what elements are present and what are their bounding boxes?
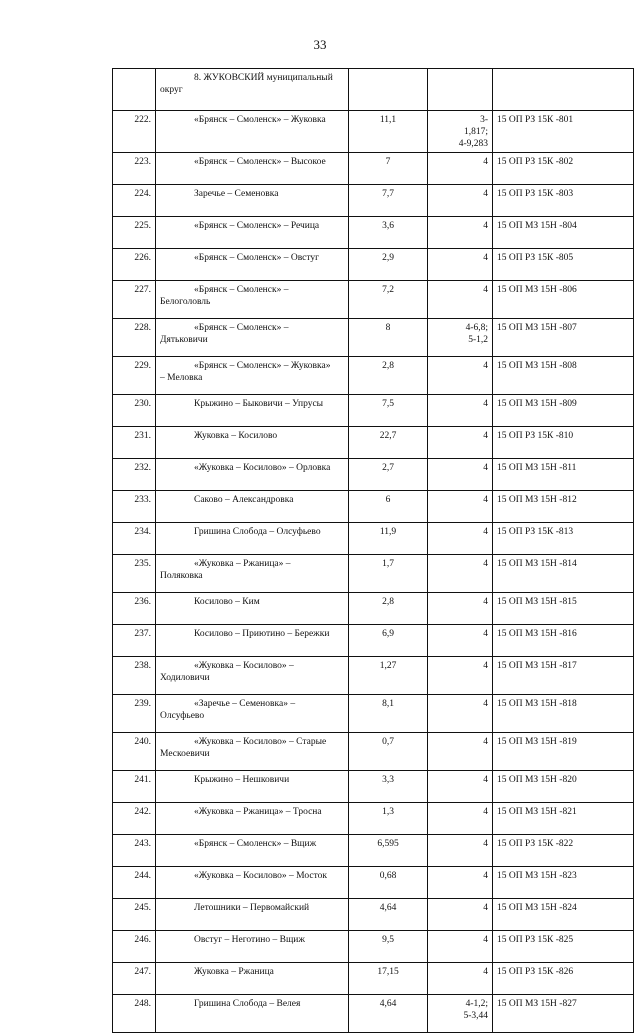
road-category-line: 4 bbox=[483, 463, 488, 473]
road-category-line: 4 bbox=[483, 807, 488, 817]
table-row bbox=[113, 185, 634, 217]
table-row bbox=[113, 111, 634, 153]
road-code-cell: 15 ОП МЗ 15Н -806 bbox=[493, 281, 634, 319]
road-category-line: 4 bbox=[483, 871, 488, 881]
road-category-line: 1,817; bbox=[463, 127, 488, 137]
row-number-cell: 243. bbox=[113, 835, 156, 867]
road-name-line-text: «Жуковка – Косилово» – Мосток bbox=[194, 871, 327, 881]
road-name-cell bbox=[156, 111, 349, 153]
road-name-cell bbox=[156, 867, 349, 899]
road-category-cell bbox=[428, 995, 493, 1033]
row-number-cell: 232. bbox=[113, 459, 156, 491]
road-code-cell: 15 ОП МЗ 15Н -807 bbox=[493, 319, 634, 357]
road-category-line: 3- bbox=[480, 115, 488, 125]
road-code-cell: 15 ОП РЗ 15К -805 bbox=[493, 249, 634, 281]
section-header-cell bbox=[156, 69, 349, 111]
road-category-line: 4 bbox=[483, 737, 488, 747]
table-row bbox=[113, 995, 634, 1033]
road-length-cell: 0,68 bbox=[349, 867, 428, 899]
road-category-line: 4-1,2; bbox=[465, 999, 488, 1009]
road-name-cell bbox=[156, 357, 349, 395]
road-name-line bbox=[160, 966, 344, 978]
road-code-cell: 15 ОП РЗ 15К -813 bbox=[493, 523, 634, 555]
road-name-cell bbox=[156, 625, 349, 657]
road-category-cell bbox=[428, 771, 493, 803]
road-category-cell bbox=[428, 867, 493, 899]
table-row bbox=[113, 593, 634, 625]
table-row bbox=[113, 803, 634, 835]
road-category-cell bbox=[428, 153, 493, 185]
road-length-cell: 7,2 bbox=[349, 281, 428, 319]
road-name-line bbox=[160, 430, 344, 442]
road-length-cell: 6,9 bbox=[349, 625, 428, 657]
road-category-line: 5-1,2 bbox=[468, 335, 488, 345]
road-name-line: Мескоевичи bbox=[160, 749, 210, 759]
road-length-cell: 0,7 bbox=[349, 733, 428, 771]
road-category-cell bbox=[428, 395, 493, 427]
row-number-cell: 238. bbox=[113, 657, 156, 695]
road-name-line bbox=[160, 902, 344, 914]
road-length-cell: 8 bbox=[349, 319, 428, 357]
road-name-line bbox=[160, 774, 344, 786]
road-name-line: Белоголовль bbox=[160, 297, 211, 307]
section-header-row bbox=[113, 69, 634, 111]
table-row bbox=[113, 899, 634, 931]
road-length-cell: 17,15 bbox=[349, 963, 428, 995]
road-category-cell bbox=[428, 281, 493, 319]
road-code-cell: 15 ОП МЗ 15Н -823 bbox=[493, 867, 634, 899]
road-name-line-text: Крыжино – Нешковичи bbox=[194, 775, 290, 785]
road-length-cell: 3,6 bbox=[349, 217, 428, 249]
table-row bbox=[113, 491, 634, 523]
row-number-cell: 229. bbox=[113, 357, 156, 395]
road-category-line: 4 bbox=[483, 559, 488, 569]
row-number-cell: 235. bbox=[113, 555, 156, 593]
road-name-cell bbox=[156, 395, 349, 427]
road-name-line bbox=[160, 526, 344, 538]
road-category-cell bbox=[428, 899, 493, 931]
road-length-cell: 7 bbox=[349, 153, 428, 185]
road-length-cell: 6,595 bbox=[349, 835, 428, 867]
header-empty-cell bbox=[349, 69, 428, 111]
road-category-cell bbox=[428, 217, 493, 249]
road-name-line bbox=[160, 558, 344, 570]
road-name-line bbox=[160, 188, 344, 200]
road-name-line: Дятьковичи bbox=[160, 335, 208, 345]
road-category-cell bbox=[428, 357, 493, 395]
row-number-cell: 234. bbox=[113, 523, 156, 555]
road-category-cell bbox=[428, 427, 493, 459]
road-name-cell bbox=[156, 995, 349, 1033]
road-name-line bbox=[160, 462, 344, 474]
table-row bbox=[113, 217, 634, 249]
row-number-cell: 241. bbox=[113, 771, 156, 803]
table-body bbox=[113, 69, 634, 1033]
road-length-cell: 4,64 bbox=[349, 899, 428, 931]
road-name-cell bbox=[156, 281, 349, 319]
road-category-line: 4-9,283 bbox=[458, 139, 488, 149]
road-name-cell bbox=[156, 319, 349, 357]
table-row bbox=[113, 625, 634, 657]
road-code-cell: 15 ОП РЗ 15К -810 bbox=[493, 427, 634, 459]
road-name-line-text: Крыжино – Быковичи – Упрусы bbox=[194, 399, 324, 409]
road-name-cell bbox=[156, 963, 349, 995]
row-number-cell: 222. bbox=[113, 111, 156, 153]
road-category-cell bbox=[428, 695, 493, 733]
road-category-line: 4 bbox=[483, 935, 488, 945]
road-name-line bbox=[160, 322, 344, 334]
road-length-cell: 4,64 bbox=[349, 995, 428, 1033]
road-name-line: – Меловка bbox=[160, 373, 203, 383]
road-category-line: 4-6,8; bbox=[465, 323, 488, 333]
road-length-cell: 3,3 bbox=[349, 771, 428, 803]
road-name-cell bbox=[156, 523, 349, 555]
road-code-cell: 15 ОП РЗ 15К -826 bbox=[493, 963, 634, 995]
road-category-cell bbox=[428, 249, 493, 281]
road-name-cell bbox=[156, 217, 349, 249]
row-number-cell: 227. bbox=[113, 281, 156, 319]
table-row bbox=[113, 657, 634, 695]
road-name-line bbox=[160, 114, 344, 126]
road-code-cell: 15 ОП МЗ 15Н -821 bbox=[493, 803, 634, 835]
road-category-cell bbox=[428, 733, 493, 771]
road-length-cell: 6 bbox=[349, 491, 428, 523]
road-category-cell bbox=[428, 319, 493, 357]
row-number-cell: 245. bbox=[113, 899, 156, 931]
road-category-line: 4 bbox=[483, 285, 488, 295]
road-name-line-text: «Брянск – Смоленск» – Высокое bbox=[194, 157, 326, 167]
road-name-cell bbox=[156, 427, 349, 459]
road-code-cell: 15 ОП МЗ 15Н -827 bbox=[493, 995, 634, 1033]
table-row bbox=[113, 153, 634, 185]
row-number-cell: 228. bbox=[113, 319, 156, 357]
road-name-line bbox=[160, 870, 344, 882]
table-row bbox=[113, 695, 634, 733]
table-row bbox=[113, 523, 634, 555]
road-name-line-text: Жуковка – Косилово bbox=[194, 431, 278, 441]
road-code-cell: 15 ОП МЗ 15Н -817 bbox=[493, 657, 634, 695]
road-category-cell bbox=[428, 963, 493, 995]
road-category-cell bbox=[428, 523, 493, 555]
road-name-line-text: Жуковка – Ржаница bbox=[194, 967, 274, 977]
road-name-line-text: «Брянск – Смоленск» – Овстуг bbox=[194, 253, 320, 263]
table-row bbox=[113, 281, 634, 319]
road-name-cell bbox=[156, 771, 349, 803]
road-category-cell bbox=[428, 803, 493, 835]
table-row bbox=[113, 395, 634, 427]
road-name-cell bbox=[156, 835, 349, 867]
road-category-line: 4 bbox=[483, 399, 488, 409]
road-code-cell: 15 ОП МЗ 15Н -818 bbox=[493, 695, 634, 733]
road-name-line-text: Заречье – Семеновка bbox=[194, 189, 279, 199]
road-name-line bbox=[160, 698, 344, 710]
row-number-cell: 248. bbox=[113, 995, 156, 1033]
road-code-cell: 15 ОП РЗ 15К -822 bbox=[493, 835, 634, 867]
road-code-cell: 15 ОП МЗ 15Н -812 bbox=[493, 491, 634, 523]
road-name-line-text: «Заречье – Семеновка» – bbox=[194, 699, 296, 709]
table-row bbox=[113, 357, 634, 395]
road-name-line-text: Гришина Слобода – Олсуфьево bbox=[194, 527, 321, 537]
road-length-cell: 22,7 bbox=[349, 427, 428, 459]
road-length-cell: 11,1 bbox=[349, 111, 428, 153]
road-length-cell: 1,7 bbox=[349, 555, 428, 593]
road-code-cell: 15 ОП РЗ 15К -825 bbox=[493, 931, 634, 963]
roads-table bbox=[112, 68, 634, 1033]
table-row bbox=[113, 249, 634, 281]
row-number-cell: 242. bbox=[113, 803, 156, 835]
road-name-line-text: Косилово – Приютино – Бережки bbox=[194, 629, 330, 639]
road-category-line: 4 bbox=[483, 597, 488, 607]
table-row bbox=[113, 931, 634, 963]
road-name-line bbox=[160, 806, 344, 818]
road-name-line-text: «Жуковка – Ржаница» – bbox=[194, 559, 291, 569]
road-category-cell bbox=[428, 625, 493, 657]
road-name-line bbox=[160, 628, 344, 640]
road-name-line bbox=[160, 838, 344, 850]
road-name-line bbox=[160, 934, 344, 946]
road-category-line: 4 bbox=[483, 253, 488, 263]
road-length-cell: 7,7 bbox=[349, 185, 428, 217]
header-empty-cell bbox=[493, 69, 634, 111]
road-name-cell bbox=[156, 931, 349, 963]
road-category-cell bbox=[428, 555, 493, 593]
road-code-cell: 15 ОП РЗ 15К -803 bbox=[493, 185, 634, 217]
road-name-cell bbox=[156, 695, 349, 733]
row-number-cell: 244. bbox=[113, 867, 156, 899]
road-code-cell: 15 ОП МЗ 15Н -819 bbox=[493, 733, 634, 771]
section-header-line2: округ bbox=[160, 85, 183, 95]
row-number-cell: 225. bbox=[113, 217, 156, 249]
road-length-cell: 1,27 bbox=[349, 657, 428, 695]
road-code-cell: 15 ОП МЗ 15Н -808 bbox=[493, 357, 634, 395]
road-name-cell bbox=[156, 555, 349, 593]
road-length-cell: 8,1 bbox=[349, 695, 428, 733]
road-category-cell bbox=[428, 111, 493, 153]
road-name-line-text: «Жуковка – Косилово» – bbox=[194, 661, 294, 671]
road-name-cell bbox=[156, 459, 349, 491]
row-number-cell: 246. bbox=[113, 931, 156, 963]
road-name-line-text: Овстуг – Неготино – Вщиж bbox=[194, 935, 305, 945]
road-name-line-text: «Брянск – Смоленск» – bbox=[194, 285, 289, 295]
road-code-cell: 15 ОП МЗ 15Н -816 bbox=[493, 625, 634, 657]
road-category-line: 4 bbox=[483, 495, 488, 505]
road-category-line: 4 bbox=[483, 431, 488, 441]
road-category-line: 4 bbox=[483, 839, 488, 849]
road-length-cell: 2,8 bbox=[349, 593, 428, 625]
road-name-line-text: «Жуковка – Косилово» – Старые bbox=[194, 737, 327, 747]
row-number-cell: 236. bbox=[113, 593, 156, 625]
road-name-line bbox=[160, 220, 344, 232]
row-number-cell: 240. bbox=[113, 733, 156, 771]
road-code-cell: 15 ОП МЗ 15Н -815 bbox=[493, 593, 634, 625]
row-number-cell: 224. bbox=[113, 185, 156, 217]
road-category-line: 4 bbox=[483, 699, 488, 709]
table-row bbox=[113, 427, 634, 459]
road-category-line: 4 bbox=[483, 629, 488, 639]
table-row bbox=[113, 771, 634, 803]
road-name-line bbox=[160, 156, 344, 168]
road-name-line bbox=[160, 398, 344, 410]
road-name-line-text: Летошники – Первомайский bbox=[194, 903, 310, 913]
road-category-cell bbox=[428, 657, 493, 695]
row-number-cell: 226. bbox=[113, 249, 156, 281]
road-name-line bbox=[160, 494, 344, 506]
road-name-cell bbox=[156, 153, 349, 185]
road-category-cell bbox=[428, 835, 493, 867]
header-empty-cell bbox=[113, 69, 156, 111]
road-name-line-text: «Брянск – Смоленск» – Жуковка» bbox=[194, 361, 331, 371]
road-category-line: 4 bbox=[483, 527, 488, 537]
road-category-cell bbox=[428, 491, 493, 523]
road-name-cell bbox=[156, 249, 349, 281]
road-code-cell: 15 ОП МЗ 15Н -820 bbox=[493, 771, 634, 803]
section-header-line1: 8. ЖУКОВСКИЙ муниципальный bbox=[194, 73, 333, 83]
road-name-cell bbox=[156, 185, 349, 217]
road-name-line-text: «Брянск – Смоленск» – Жуковка bbox=[194, 115, 326, 125]
table-row bbox=[113, 835, 634, 867]
row-number-cell: 247. bbox=[113, 963, 156, 995]
table-row bbox=[113, 963, 634, 995]
row-number-cell: 230. bbox=[113, 395, 156, 427]
road-code-cell: 15 ОП МЗ 15Н -814 bbox=[493, 555, 634, 593]
road-name-line bbox=[160, 596, 344, 608]
road-name-line-text: Саково – Александровка bbox=[194, 495, 294, 505]
row-number-cell: 233. bbox=[113, 491, 156, 523]
road-code-cell: 15 ОП МЗ 15Н -811 bbox=[493, 459, 634, 491]
road-length-cell: 2,9 bbox=[349, 249, 428, 281]
row-number-cell: 223. bbox=[113, 153, 156, 185]
table-row bbox=[113, 867, 634, 899]
road-name-line-text: Гришина Слобода – Велея bbox=[194, 999, 301, 1009]
table-row bbox=[113, 459, 634, 491]
road-category-cell bbox=[428, 931, 493, 963]
road-category-line: 4 bbox=[483, 221, 488, 231]
road-category-cell bbox=[428, 459, 493, 491]
road-category-line: 4 bbox=[483, 903, 488, 913]
road-code-cell: 15 ОП МЗ 15Н -804 bbox=[493, 217, 634, 249]
page-number: 33 bbox=[313, 37, 327, 52]
row-number-cell: 239. bbox=[113, 695, 156, 733]
road-length-cell: 1,3 bbox=[349, 803, 428, 835]
road-name-line: Ходиловичи bbox=[160, 673, 210, 683]
road-length-cell: 9,5 bbox=[349, 931, 428, 963]
road-name-line bbox=[160, 736, 344, 748]
road-name-line-text: «Жуковка – Ржаница» – Тросна bbox=[194, 807, 322, 817]
road-name-cell bbox=[156, 733, 349, 771]
road-name-line-text: «Жуковка – Косилово» – Орловка bbox=[194, 463, 331, 473]
road-name-line-text: «Брянск – Смоленск» – bbox=[194, 323, 289, 333]
header-empty-cell bbox=[428, 69, 493, 111]
road-length-cell: 2,7 bbox=[349, 459, 428, 491]
road-name-line bbox=[160, 284, 344, 296]
road-name-line-text: «Брянск – Смоленск» – Речица bbox=[194, 221, 320, 231]
road-name-line: Поляковка bbox=[160, 571, 203, 581]
road-name-cell bbox=[156, 803, 349, 835]
road-category-cell bbox=[428, 593, 493, 625]
road-category-line: 5-3,44 bbox=[463, 1011, 488, 1021]
road-name-cell bbox=[156, 657, 349, 695]
road-category-line: 4 bbox=[483, 967, 488, 977]
road-name-line bbox=[160, 660, 344, 672]
road-length-cell: 7,5 bbox=[349, 395, 428, 427]
road-code-cell: 15 ОП МЗ 15Н -824 bbox=[493, 899, 634, 931]
road-length-cell: 11,9 bbox=[349, 523, 428, 555]
road-name-line bbox=[160, 252, 344, 264]
road-category-cell bbox=[428, 185, 493, 217]
row-number-cell: 237. bbox=[113, 625, 156, 657]
road-code-cell: 15 ОП РЗ 15К -802 bbox=[493, 153, 634, 185]
road-length-cell: 2,8 bbox=[349, 357, 428, 395]
road-name-cell bbox=[156, 899, 349, 931]
road-code-cell: 15 ОП РЗ 15К -801 bbox=[493, 111, 634, 153]
road-name-line-text: Косилово – Ким bbox=[194, 597, 260, 607]
road-name-line: Олсуфьево bbox=[160, 711, 205, 721]
road-name-line-text: «Брянск – Смоленск» – Вщиж bbox=[194, 839, 317, 849]
road-name-cell bbox=[156, 593, 349, 625]
road-name-cell bbox=[156, 491, 349, 523]
road-code-cell: 15 ОП МЗ 15Н -809 bbox=[493, 395, 634, 427]
table-row bbox=[113, 319, 634, 357]
road-category-line: 4 bbox=[483, 775, 488, 785]
table-row bbox=[113, 555, 634, 593]
road-category-line: 4 bbox=[483, 157, 488, 167]
row-number-cell: 231. bbox=[113, 427, 156, 459]
road-name-line bbox=[160, 360, 344, 372]
road-category-line: 4 bbox=[483, 189, 488, 199]
road-category-line: 4 bbox=[483, 361, 488, 371]
table-row bbox=[113, 733, 634, 771]
road-name-line bbox=[160, 998, 344, 1010]
road-category-line: 4 bbox=[483, 661, 488, 671]
